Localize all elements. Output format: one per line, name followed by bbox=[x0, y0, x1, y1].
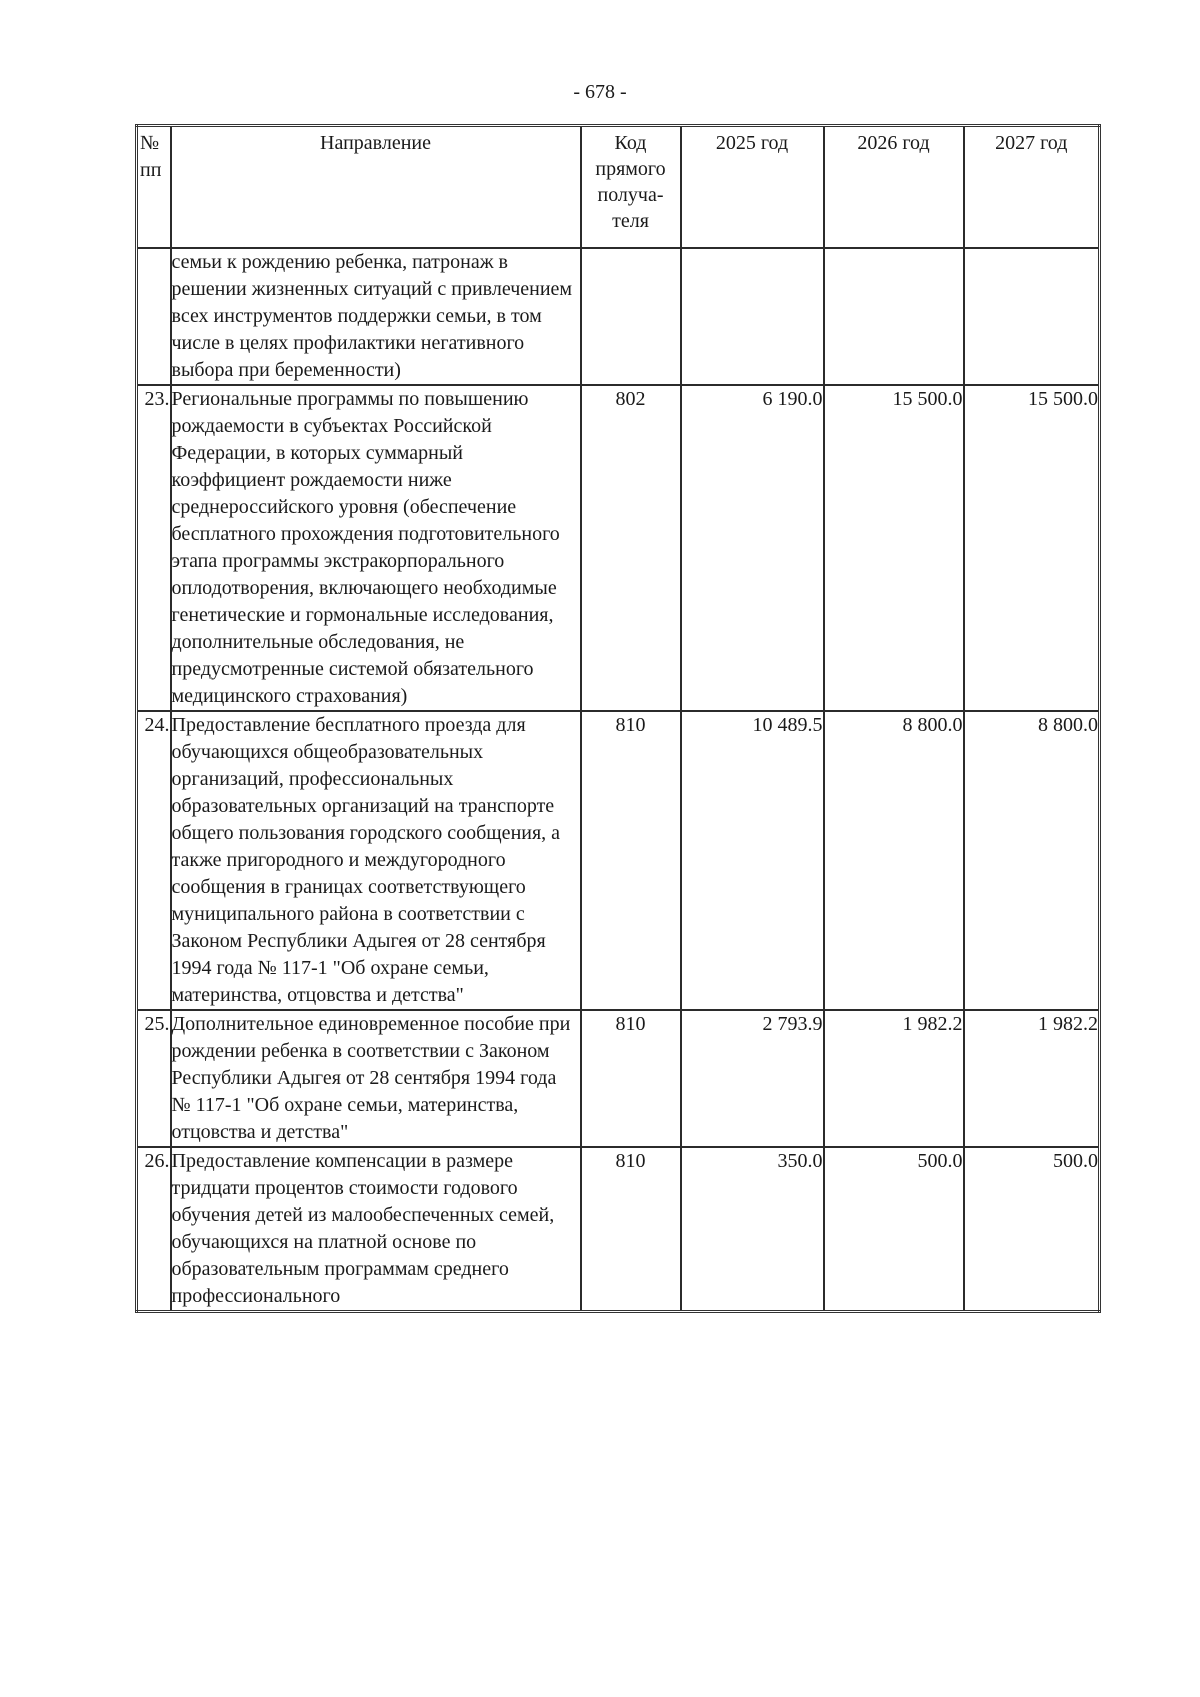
header-2026 bbox=[824, 126, 964, 248]
table-row bbox=[137, 248, 1100, 385]
table-row bbox=[137, 1147, 1100, 1312]
header-direction bbox=[171, 126, 581, 248]
row-amount-2027: 1 982.2 bbox=[964, 1010, 1100, 1147]
row-amount-2027: 500.0 bbox=[964, 1147, 1100, 1312]
row-amount-2025 bbox=[681, 248, 824, 385]
header-2027-label: 2027 год bbox=[995, 132, 1068, 154]
row-number bbox=[137, 248, 171, 385]
row-recipient-code bbox=[581, 248, 681, 385]
row-direction: Дополнительное единовременное пособие при рождении ребенка в соответствии с Законом Республики Адыгея от 28 сентября 1994 года № 117-1 "Об охране семьи, материнства, отцовства и детства" bbox=[171, 1010, 581, 1147]
header-2025 bbox=[681, 126, 824, 248]
header-recipient-code-label: Код прямого получа-теля bbox=[595, 132, 666, 232]
row-amount-2025: 2 793.9 bbox=[681, 1010, 824, 1147]
row-recipient-code: 810 bbox=[581, 711, 681, 1010]
header-number-label: № пп bbox=[140, 132, 162, 181]
header-number bbox=[137, 126, 171, 248]
row-amount-2026: 15 500.0 bbox=[824, 385, 964, 711]
row-amount-2026: 1 982.2 bbox=[824, 1010, 964, 1147]
page-number: - 678 - bbox=[573, 81, 627, 103]
row-direction: Региональные программы по повышению рождаемости в субъектах Российской Федерации, в которых суммарный коэффициент рождаемости ниже среднероссийского уровня (обеспечение бесплатного прохождения подготовительного этапа программы экстракорпорального оплодотворения, включающего необходимые генетические и гормональные исследования, дополнительные обследования, не предусмотренные системой обязательного медицинского страхования) bbox=[171, 385, 581, 711]
row-recipient-code: 810 bbox=[581, 1010, 681, 1147]
row-amount-2026 bbox=[824, 248, 964, 385]
table-header-row bbox=[137, 126, 1100, 248]
row-amount-2026: 500.0 bbox=[824, 1147, 964, 1312]
row-amount-2027: 8 800.0 bbox=[964, 711, 1100, 1010]
row-amount-2026: 8 800.0 bbox=[824, 711, 964, 1010]
row-recipient-code: 802 bbox=[581, 385, 681, 711]
row-amount-2027 bbox=[964, 248, 1100, 385]
header-2025-label: 2025 год bbox=[715, 132, 789, 154]
row-recipient-code: 810 bbox=[581, 1147, 681, 1312]
table-row bbox=[137, 385, 1100, 711]
row-amount-2025: 350.0 bbox=[681, 1147, 824, 1312]
header-direction-label: Направление bbox=[320, 132, 431, 154]
row-number: 24. bbox=[137, 711, 171, 1010]
table-row bbox=[137, 1010, 1100, 1147]
budget-table bbox=[135, 124, 1101, 1313]
row-number: 26. bbox=[137, 1147, 171, 1312]
header-2027 bbox=[964, 126, 1100, 248]
header-recipient-code bbox=[581, 126, 681, 248]
row-number: 23. bbox=[137, 385, 171, 711]
row-direction: Предоставление компенсации в размере тридцати процентов стоимости годового обучения детей из малообеспеченных семей, обучающихся на платной основе по образовательным программам среднего профессионального bbox=[171, 1147, 581, 1312]
table-row bbox=[137, 711, 1100, 1010]
row-amount-2025: 10 489.5 bbox=[681, 711, 824, 1010]
row-direction: Предоставление бесплатного проезда для обучающихся общеобразовательных организаций, профессиональных образовательных организаций на транспорте общего пользования городского сообщения, а также пригородного и междугородного сообщения в границах соответствующего муниципального района в соответствии с Законом Республики Адыгея от 28 сентября 1994 года № 117-1 "Об охране семьи, материнства, отцовства и детства" bbox=[171, 711, 581, 1010]
row-amount-2025: 6 190.0 bbox=[681, 385, 824, 711]
row-amount-2027: 15 500.0 bbox=[964, 385, 1100, 711]
row-number: 25. bbox=[137, 1010, 171, 1147]
header-2026-label: 2026 год bbox=[857, 132, 930, 154]
row-direction: семьи к рождению ребенка, патронаж в решении жизненных ситуаций с привлечением всех инструментов поддержки семьи, в том числе в целях профилактики негативного выбора при беременности) bbox=[171, 248, 581, 385]
